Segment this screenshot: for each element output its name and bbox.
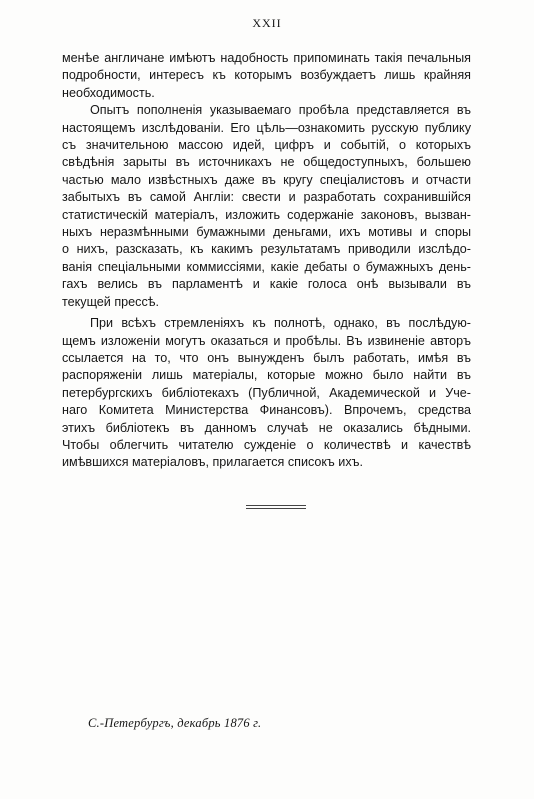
text-line: подробности, интересъ къ которымъ возбуждаетъ лишь крайняя bbox=[62, 68, 471, 83]
text-line: о нихъ, разсказать, къ какимъ результатамъ приводили изслѣдо- bbox=[62, 242, 471, 257]
text-line: необходимость. bbox=[62, 85, 155, 100]
text-line: Чтобы облегчить читателю сужденіе о количествѣ и качествѣ bbox=[62, 437, 471, 452]
text-line: При всѣхъ стремленіяхъ къ полнотѣ, однако, въ послѣдую- bbox=[90, 316, 471, 331]
text-line: ссылается на то, что онъ вынужденъ былъ работать, имѣя въ bbox=[62, 350, 471, 365]
text-line: ванія спеціальными коммиссіями, какіе дебаты о бумажныхъ день- bbox=[62, 259, 471, 274]
text-line: настоящемъ изслѣдованіи. Его цѣль—ознакомить русскую публику bbox=[62, 120, 471, 135]
paragraph-3 bbox=[62, 315, 471, 472]
text-line: менѣе англичане имѣютъ надобность припоминать такія печальныя bbox=[62, 51, 471, 65]
text-line: частью мало извѣстныхъ даже въ кругу спеціалистовъ и отчасти bbox=[62, 172, 471, 187]
text-line: имѣвшихся матеріаловъ, прилагается списокъ ихъ. bbox=[62, 455, 364, 470]
text-line: распоряженіи лишь матеріалы, которые можно было найти въ bbox=[62, 368, 471, 383]
paragraph-2 bbox=[62, 102, 471, 311]
divider-rule bbox=[246, 508, 306, 509]
text-line: текущей прессѣ. bbox=[62, 294, 159, 309]
divider-rule bbox=[246, 505, 306, 506]
text-line: ныхъ неразмѣнными бумажными деньгами, ихъ мотивы и споры bbox=[62, 225, 471, 240]
body-text bbox=[62, 50, 471, 472]
text-line: съ значительною массою идей, цифръ и событій, о которыхъ bbox=[62, 138, 471, 153]
place-date-signoff: С.-Петербургъ, декабрь 1876 г. bbox=[88, 716, 262, 730]
text-line: гахъ велись въ парламентѣ и какіе голоса онѣ вызывали въ bbox=[62, 277, 471, 292]
page-number: XXII bbox=[252, 16, 282, 30]
text-line: Опытъ пополненія указываемаго пробѣла представляется въ bbox=[90, 103, 471, 118]
text-line: щемъ изложеніи могутъ оказаться и пробѣлы. Въ извиненіе авторъ bbox=[62, 333, 471, 348]
section-divider bbox=[246, 505, 306, 510]
text-line: петербургскихъ библіотекахъ (Публичной, Академической и Уче- bbox=[62, 385, 471, 400]
text-line: наго Комитета Министерства Финансовъ). Впрочемъ, средства bbox=[62, 403, 471, 418]
text-line: статистическій матеріалъ, изложить содержаніе законовъ, вызван- bbox=[62, 207, 471, 222]
text-line: свѣдѣнія зарыты въ источникахъ не общедоступныхъ, большею bbox=[62, 155, 471, 170]
text-line: забытыхъ въ самой Англіи: свести и разработать сохранившійся bbox=[62, 190, 471, 205]
paragraph-1 bbox=[62, 50, 471, 102]
text-line: этихъ библіотекъ въ данномъ случаѣ не оказались бѣдными. bbox=[62, 420, 471, 435]
